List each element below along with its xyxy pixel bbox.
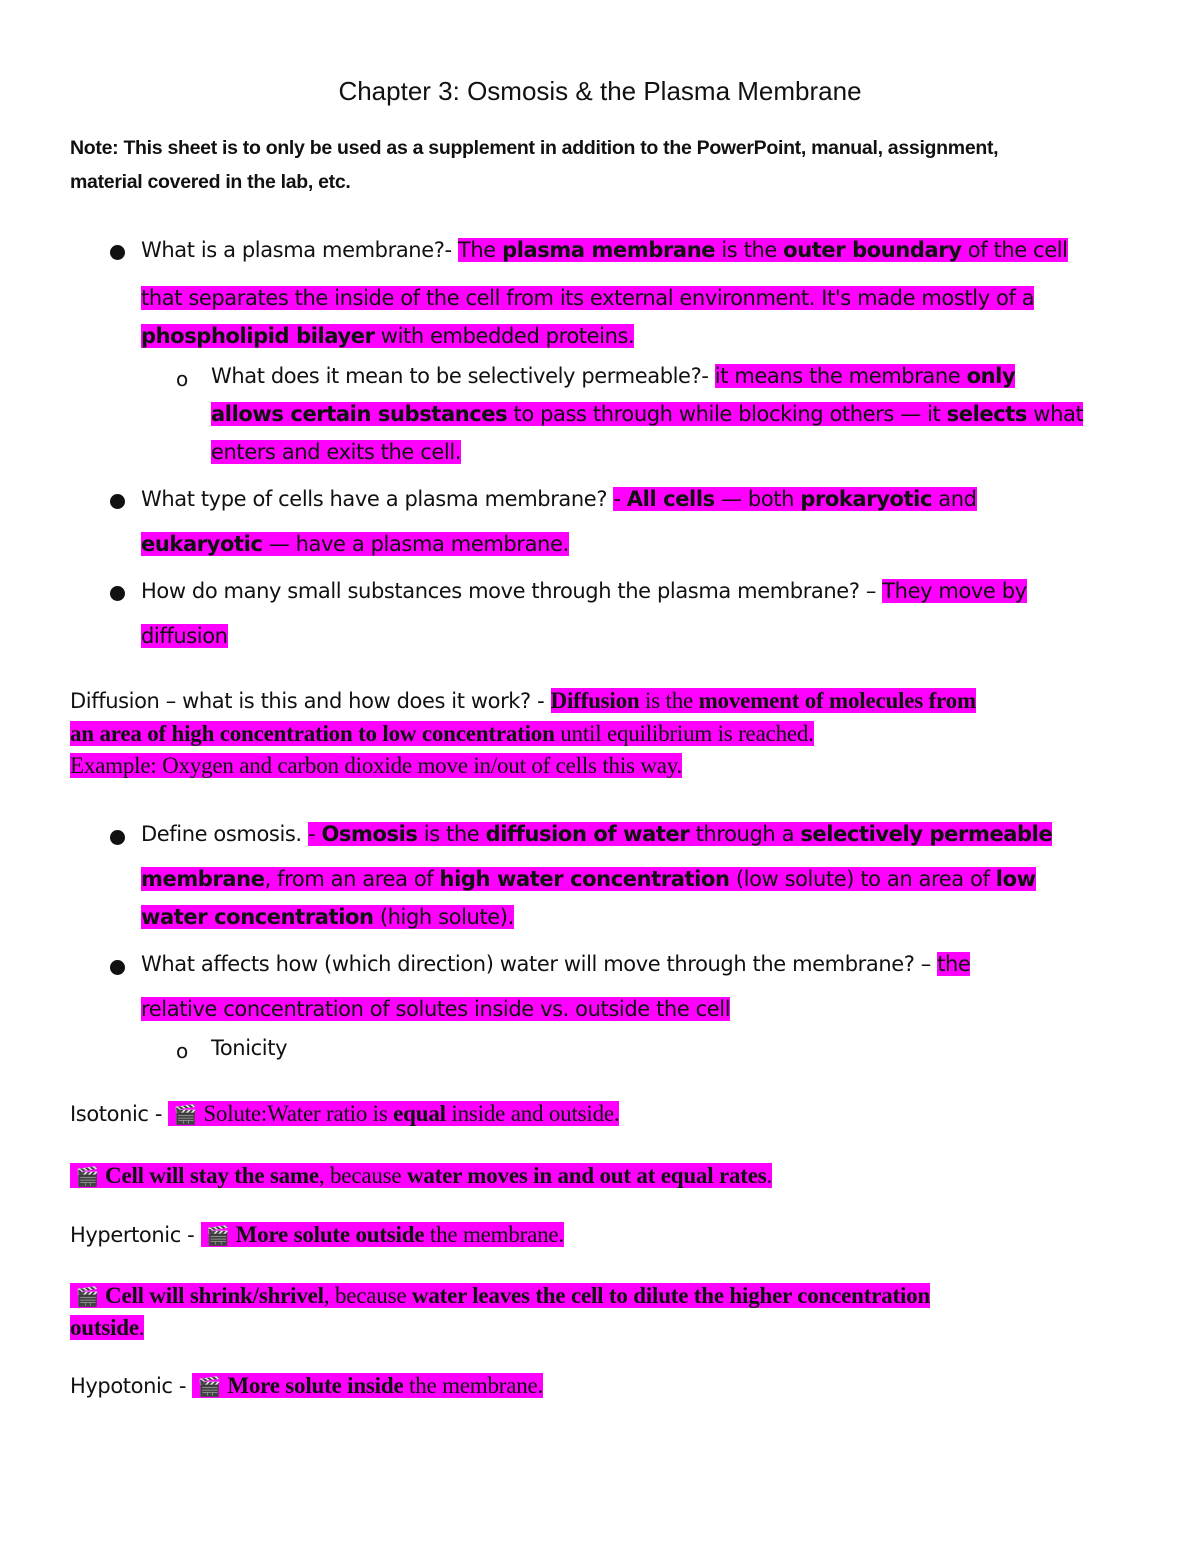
page-title: Chapter 3: Osmosis & the Plasma Membrane [338, 76, 862, 106]
q5-answer-line-2: relative concentration of solutes inside vs. outside the cell [141, 997, 731, 1021]
q3-line-1 [141, 579, 1027, 603]
q2-line-1 [141, 487, 977, 511]
q4-answer-line-3: water concentration (high solute). [141, 905, 514, 929]
note-line-1: Note: This sheet is to only be used as a supplement in addition to the PowerPoint, manual, assignment, [70, 137, 999, 159]
q4-answer-line-1: - Osmosis is the diffusion of water through a selectively permeable [307, 822, 1053, 846]
q2-question: What type of cells have a plasma membrane? [141, 487, 614, 511]
isotonic-answer-2: 🎬 Cell will stay the same, because water moves in and out at equal rates. [70, 1163, 772, 1189]
bullet-icon [110, 494, 125, 509]
q2-answer-line-1: - All cells — both prokaryotic and [613, 487, 977, 511]
bullet-icon [110, 960, 125, 975]
q1-answer-line-2: that separates the inside of the cell from its external environment. It's made mostly of a [141, 286, 1035, 310]
q1sub-answer-line-3: enters and exits the cell. [211, 440, 462, 464]
q1sub-question: What does it mean to be selectively permeable?- [211, 364, 715, 388]
q4-question: Define osmosis. [141, 822, 308, 846]
q1sub-line-1 [211, 364, 1015, 388]
q1-answer-line-3: phospholipid bilayer with embedded proteins. [141, 324, 635, 348]
clapperboard-icon: 🎬 [206, 1225, 230, 1247]
q3-answer-line-1: They move by [882, 579, 1027, 603]
q1sub-answer-line-1: it means the membrane only [714, 364, 1016, 388]
q1-answer-line-1: The plasma membrane is the outer boundary of the cell [457, 238, 1068, 262]
isotonic-label: Isotonic - [70, 1102, 169, 1126]
q3-answer-line-2: diffusion [141, 624, 228, 648]
clapperboard-icon: 🎬 [75, 1166, 100, 1188]
hypertonic-answer-1: 🎬 More solute outside the membrane. [201, 1222, 564, 1247]
q5-line-1 [141, 952, 970, 976]
diffusion-answer-line-2: an area of high concentration to low concentration until equilibrium is reached. [70, 721, 814, 746]
diffusion-line-1 [70, 688, 976, 714]
clapperboard-icon: 🎬 [197, 1376, 222, 1398]
note-line-2: material covered in the lab, etc. [70, 171, 351, 193]
q1sub-answer-line-2: allows certain substances to pass through while blocking others — it selects what [211, 402, 1084, 426]
q4-line-1 [141, 822, 1052, 846]
q5-question: What affects how (which direction) water will move through the membrane? – [141, 952, 938, 976]
diffusion-question: Diffusion – what is this and how does it work? - [70, 689, 551, 713]
clapperboard-icon: 🎬 [173, 1104, 198, 1126]
bullet-icon [110, 586, 125, 601]
diffusion-example: Example: Oxygen and carbon dioxide move in/out of cells this way. [70, 753, 683, 778]
bullet-icon [110, 245, 125, 260]
hypertonic-answer-2: 🎬 Cell will shrink/shrivel, because water leaves the cell to dilute the higher concentration [70, 1283, 930, 1309]
q3-question: How do many small substances move through the plasma membrane? – [141, 579, 883, 603]
diffusion-answer-line-1: Diffusion is the movement of molecules from [550, 688, 976, 713]
sub-bullet-icon: o [176, 367, 189, 391]
sub-bullet-icon: o [176, 1039, 189, 1063]
isotonic-line-1 [70, 1101, 619, 1127]
isotonic-answer-1: 🎬 Solute:Water ratio is equal inside and outside. [168, 1101, 619, 1126]
tonicity-label: Tonicity [211, 1036, 288, 1060]
hypertonic-line-1 [70, 1222, 564, 1248]
q1-question: What is a plasma membrane?- [141, 238, 458, 262]
q4-answer-line-2: membrane, from an area of high water concentration (low solute) to an area of low [141, 867, 1036, 891]
q5-answer-line-1: the [937, 952, 971, 976]
hypotonic-label: Hypotonic - [70, 1374, 193, 1398]
hypotonic-answer-1: 🎬 More solute inside the membrane. [192, 1373, 543, 1398]
hypertonic-answer-3: outside. [70, 1315, 145, 1340]
q2-answer-line-2: eukaryotic — have a plasma membrane. [141, 532, 569, 556]
hypertonic-label: Hypertonic - [70, 1223, 201, 1247]
hypotonic-line-1 [70, 1373, 543, 1399]
q1-line-1 [141, 238, 1068, 262]
bullet-icon [110, 830, 125, 845]
clapperboard-icon: 🎬 [75, 1286, 100, 1308]
